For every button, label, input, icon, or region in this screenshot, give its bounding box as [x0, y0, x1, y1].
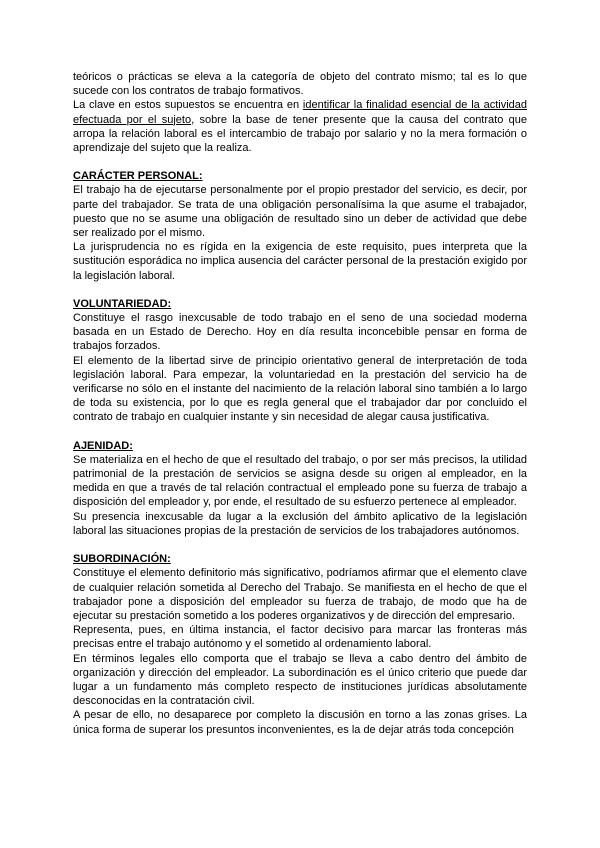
intro-p2-underlined: identificar la finalidad esencial de la actividad efectuada por el sujeto	[73, 99, 527, 126]
subordinacion-paragraph-1: Constituye el elemento definitorio más significativo, podríamos afirmar que el elemento clave de cualquier relación sometida al Derecho del Trabajo. Se manifiesta en el hecho de que el trabajador pone a disposición del empleador su fuerza de trabajo, de modo que ha de ejecutar su prestación sometido a los poderes organizativos y de dirección del empresario.	[73, 567, 527, 622]
section-subordinacion	[73, 552, 527, 737]
intro-p2-before: La clave en estos supuestos se encuentra en	[73, 99, 303, 112]
subordinacion-paragraph-4: A pesar de ello, no desaparece por completo la discusión en torno a las zonas grises. La única forma de superar los presuntos inconvenientes, es la de dejar atrás toda concepción	[73, 709, 527, 736]
document-page	[73, 70, 527, 737]
heading-caracter-personal: CARÁCTER PERSONAL:	[73, 170, 203, 183]
voluntariedad-paragraph-1: Constituye el rasgo inexcusable de todo trabajo en el seno de una sociedad moderna basada en un Estado de Derecho. Hoy en día resulta inconcebible pensar en forma de trabajos forzados.	[73, 312, 527, 353]
intro-paragraph-1: teóricos o prácticas se eleva a la categoría de objeto del contrato mismo; tal es lo que sucede con los contratos de trabajo formativos.	[73, 71, 527, 98]
section-caracter-personal	[73, 169, 527, 283]
section-ajenidad	[73, 439, 527, 538]
subordinacion-paragraph-3: En términos legales ello comporta que el trabajo se lleva a cabo dentro del ámbito de organización y dirección del empleador. La subordinación es el único criterio que puede dar lugar a un fundamento más completo respecto de instituciones jurídicas absolutamente desconocidas en la contratación civil.	[73, 652, 527, 708]
voluntariedad-paragraph-2: El elemento de la libertad sirve de principio orientativo general de interpretación de toda legislación laboral. Para empezar, la voluntariedad en la prestación del servicio ha de verificarse no sólo en el instante del nacimiento de la relación laboral sino también a lo largo de toda su existencia, por lo que es regla general que el trabajador dar por concluido el contrato de trabajo en cualquier instante y sin necesidad de alegar causa justificativa.	[73, 354, 527, 424]
caracter-personal-paragraph-1: El trabajo ha de ejecutarse personalmente por el propio prestador del servicio, es decir, por parte del trabajador. Se trata de una obligación personalísima la que asume el trabajador, puesto que no se asume una obligación de resultado sino un deber de actividad que debe ser realizado por el mismo.	[73, 184, 527, 240]
caracter-personal-paragraph-2: La jurisprudencia no es rígida en la exigencia de este requisito, pues interpreta que la sustitución esporádica no implica ausencia del carácter personal de la prestación exigido por la legislación laboral.	[73, 241, 527, 282]
ajenidad-paragraph-1: Se materializa en el hecho de que el resultado del trabajo, o por ser más precisos, la utilidad patrimonial de la prestación de servicios se asigna desde su origen al empleador, en la medida en que a través de tal relación contractual el empleado pone su fuerza de trabajo a disposición del empleador y, por ende, el resultado de su esfuerzo pertenece al empleador.	[73, 453, 527, 509]
heading-voluntariedad: VOLUNTARIEDAD:	[73, 297, 172, 310]
intro-section	[73, 70, 527, 155]
section-voluntariedad	[73, 297, 527, 425]
heading-subordinacion: SUBORDINACIÓN:	[73, 553, 171, 566]
ajenidad-paragraph-2: Su presencia inexcusable da lugar a la exclusión del ámbito aplicativo de la legislación laboral las situaciones propias de la prestación de servicios de los trabajadores autónomos.	[73, 510, 527, 537]
intro-p2-after: , sobre la base de tener presente que la causa del contrato que arropa la relación laboral es el intercambio de trabajo por salario y no la mera formación o aprendizaje del sujeto que la realiza.	[73, 113, 527, 155]
heading-ajenidad: AJENIDAD:	[73, 439, 133, 452]
intro-paragraph-2	[73, 98, 527, 155]
subordinacion-paragraph-2: Representa, pues, en última instancia, el factor decisivo para marcar las fronteras más precisas entre el trabajo autónomo y el sometido al ordenamiento laboral.	[73, 624, 527, 651]
